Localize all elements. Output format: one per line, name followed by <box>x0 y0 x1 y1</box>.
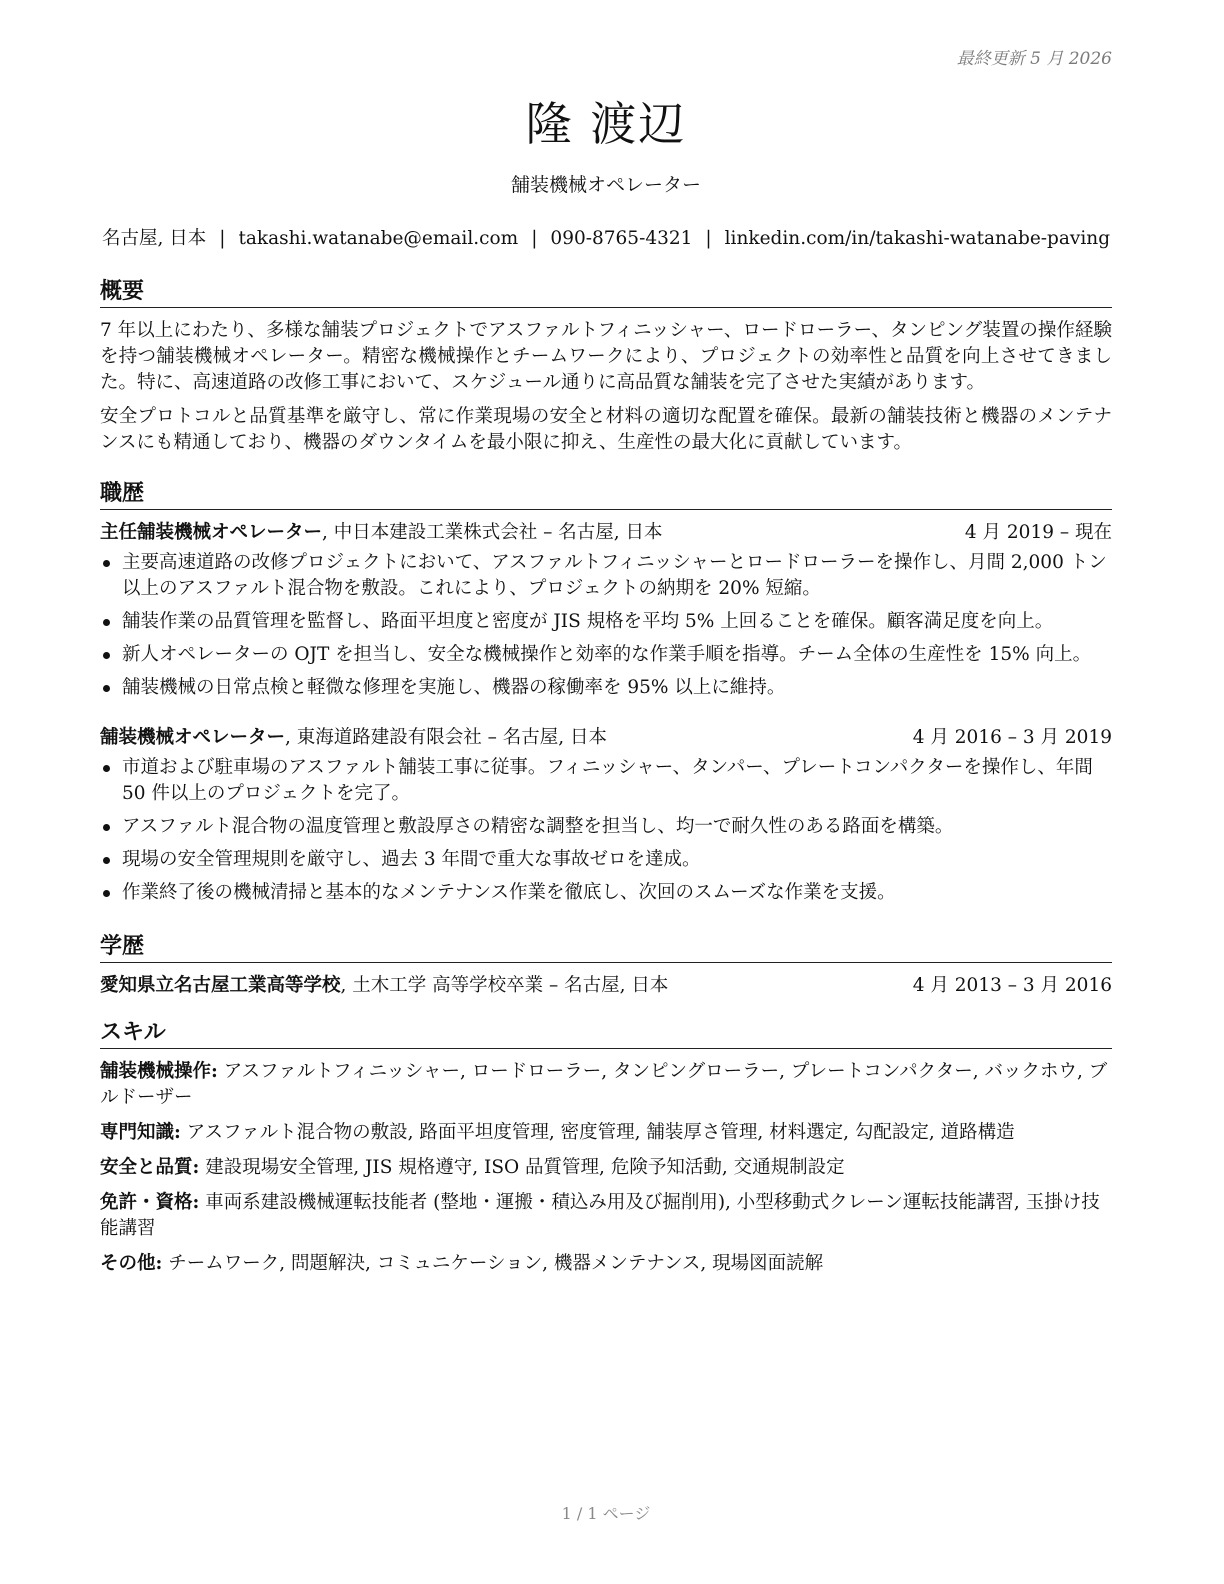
job-bullets <box>100 550 1112 701</box>
bullet-item <box>100 642 1112 668</box>
skill-items: アスファルト混合物の敷設, 路面平坦度管理, 密度管理, 舗装厚さ管理, 材料選定, 勾配設定, 道路構造 <box>180 1122 1015 1143</box>
education-dates: 4 月 2013 – 3 月 2016 <box>912 975 1112 996</box>
bullet-text: 新人オペレーターの OJT を担当し、安全な機械操作と効率的な作業手順を指導。チーム全体の生産性を 15% 向上。 <box>122 644 1092 665</box>
contact-line <box>100 224 1112 250</box>
job-header <box>100 725 1112 751</box>
bullet-item <box>100 847 1112 873</box>
bullet-item <box>100 609 1112 635</box>
summary-paragraph: 7 年以上にわたり、多様な舗装プロジェクトでアスファルトフィニッシャー、ロードローラー、タンピング装置の操作経験を持つ舗装機械オペレーター。精密な機械操作とチームワークにより、プロジェクトの効率性と品質を向上させてきました。特に、高速道路の改修工事において、スケジュール通りに高品質な舗装を完了させた実績があります。 <box>100 320 1112 393</box>
bullet-dot-icon <box>103 857 110 864</box>
bullet-item <box>100 755 1112 807</box>
resume-page <box>100 0 1112 1584</box>
contact-separator: | <box>219 228 226 249</box>
job-role: 舗装機械オペレーター <box>100 727 286 748</box>
summary-section <box>100 277 1112 464</box>
skill-line <box>100 1155 1112 1181</box>
skill-line <box>100 1190 1112 1242</box>
bullet-item <box>100 550 1112 602</box>
bullet-text: 市道および駐車場のアスファルト舗装工事に従事。フィニッシャー、タンパー、プレートコンパクターを操作し、年間 50 件以上のプロジェクトを完了。 <box>122 757 1093 804</box>
contact-separator: | <box>705 228 712 249</box>
skill-items: 建設現場安全管理, JIS 規格遵守, ISO 品質管理, 危険予知活動, 交通規制設定 <box>199 1157 845 1178</box>
bullet-text: 舗装機械の日常点検と軽微な修理を実施し、機器の稼働率を 95% 以上に維持。 <box>122 677 786 698</box>
summary-paragraph: 安全プロトコルと品質基準を厳守し、常に作業現場の安全と材料の適切な配置を確保。最新の舗装技術と機器のメンテナンスにも精通しており、機器のダウンタイムを最小限に抑え、生産性の最大化に貢献しています。 <box>100 406 1112 453</box>
last-updated: 最終更新 5 月 2026 <box>956 49 1112 69</box>
job-organization: , 東海道路建設有限会社 – 名古屋, 日本 <box>285 727 608 748</box>
bullet-dot-icon <box>103 560 110 567</box>
headline: 舗装機械オペレーター <box>510 174 701 196</box>
bullet-item <box>100 880 1112 906</box>
skill-category: 専門知識: <box>100 1122 181 1143</box>
section-title-summary: 概要 <box>100 277 1112 308</box>
section-title-education: 学歴 <box>100 932 1112 963</box>
section-title-experience: 職歴 <box>100 479 1112 510</box>
skill-category: その他: <box>100 1253 163 1274</box>
job-title-line <box>100 725 607 751</box>
job-role: 主任舗装機械オペレーター <box>100 522 323 543</box>
bullet-dot-icon <box>103 765 110 772</box>
school-name: 愛知県立名古屋工業高等学校 <box>100 975 341 996</box>
education-section <box>100 932 1112 999</box>
skill-line <box>100 1059 1112 1111</box>
job-organization: , 中日本建設工業株式会社 – 名古屋, 日本 <box>322 522 663 543</box>
experience-section <box>100 479 1112 913</box>
job-title-line <box>100 520 663 546</box>
job-dates: 4 月 2016 – 3 月 2019 <box>912 727 1112 748</box>
candidate-name: 隆 渡辺 <box>525 97 687 151</box>
skill-items: アスファルトフィニッシャー, ロードローラー, タンピングローラー, プレートコンパクター, バックホウ, ブルドーザー <box>100 1061 1108 1108</box>
education-detail: , 土木工学 高等学校卒業 – 名古屋, 日本 <box>340 975 669 996</box>
contact-separator: | <box>531 228 538 249</box>
contact-email[interactable]: takashi.watanabe@email.com <box>238 228 519 249</box>
contact-phone[interactable]: 090-8765-4321 <box>550 228 693 249</box>
bullet-dot-icon <box>103 652 110 659</box>
skills-section <box>100 1018 1112 1286</box>
skill-category: 安全と品質: <box>100 1157 200 1178</box>
bullet-text: 舗装作業の品質管理を監督し、路面平坦度と密度が JIS 規格を平均 5% 上回ることを確保。顧客満足度を向上。 <box>122 611 1054 632</box>
bullet-text: アスファルト混合物の温度管理と敷設厚さの精密な調整を担当し、均一で耐久性のある路面を構築。 <box>122 816 954 837</box>
job-dates: 4 月 2019 – 現在 <box>964 522 1112 543</box>
bullet-dot-icon <box>103 685 110 692</box>
education-line <box>100 973 668 999</box>
contact-linkedin[interactable]: linkedin.com/in/takashi-watanabe-paving <box>724 228 1111 249</box>
section-title-skills: スキル <box>100 1018 1112 1049</box>
job-bullets <box>100 755 1112 906</box>
skill-category: 免許・資格: <box>100 1192 200 1213</box>
bullet-text: 作業終了後の機械清掃と基本的なメンテナンス作業を徹底し、次回のスムーズな作業を支援。 <box>122 882 896 903</box>
skill-line <box>100 1251 1112 1277</box>
job-header <box>100 520 1112 546</box>
job-entry <box>100 520 1112 701</box>
skill-items: チームワーク, 問題解決, コミュニケーション, 機器メンテナンス, 現場図面読解 <box>162 1253 824 1274</box>
education-entry <box>100 973 1112 999</box>
job-entry <box>100 725 1112 906</box>
bullet-item <box>100 814 1112 840</box>
page-number: 1 / 1 ページ <box>561 1504 651 1523</box>
bullet-item <box>100 675 1112 701</box>
bullet-dot-icon <box>103 619 110 626</box>
contact-location: 名古屋, 日本 <box>101 228 207 249</box>
skill-line <box>100 1120 1112 1146</box>
skill-category: 舗装機械操作: <box>100 1061 218 1082</box>
skill-items: 車両系建設機械運転技能者 (整地・運搬・積込み用及び掘削用), 小型移動式クレーン運転技能講習, 玉掛け技能講習 <box>100 1192 1100 1239</box>
bullet-dot-icon <box>103 824 110 831</box>
bullet-dot-icon <box>103 890 110 897</box>
bullet-text: 主要高速道路の改修プロジェクトにおいて、アスファルトフィニッシャーとロードローラーを操作し、月間 2,000 トン以上のアスファルト混合物を敷設。これにより、プロジェクトの納期を 20% 短縮。 <box>122 552 1107 599</box>
bullet-text: 現場の安全管理規則を厳守し、過去 3 年間で重大な事故ゼロを達成。 <box>122 849 701 870</box>
